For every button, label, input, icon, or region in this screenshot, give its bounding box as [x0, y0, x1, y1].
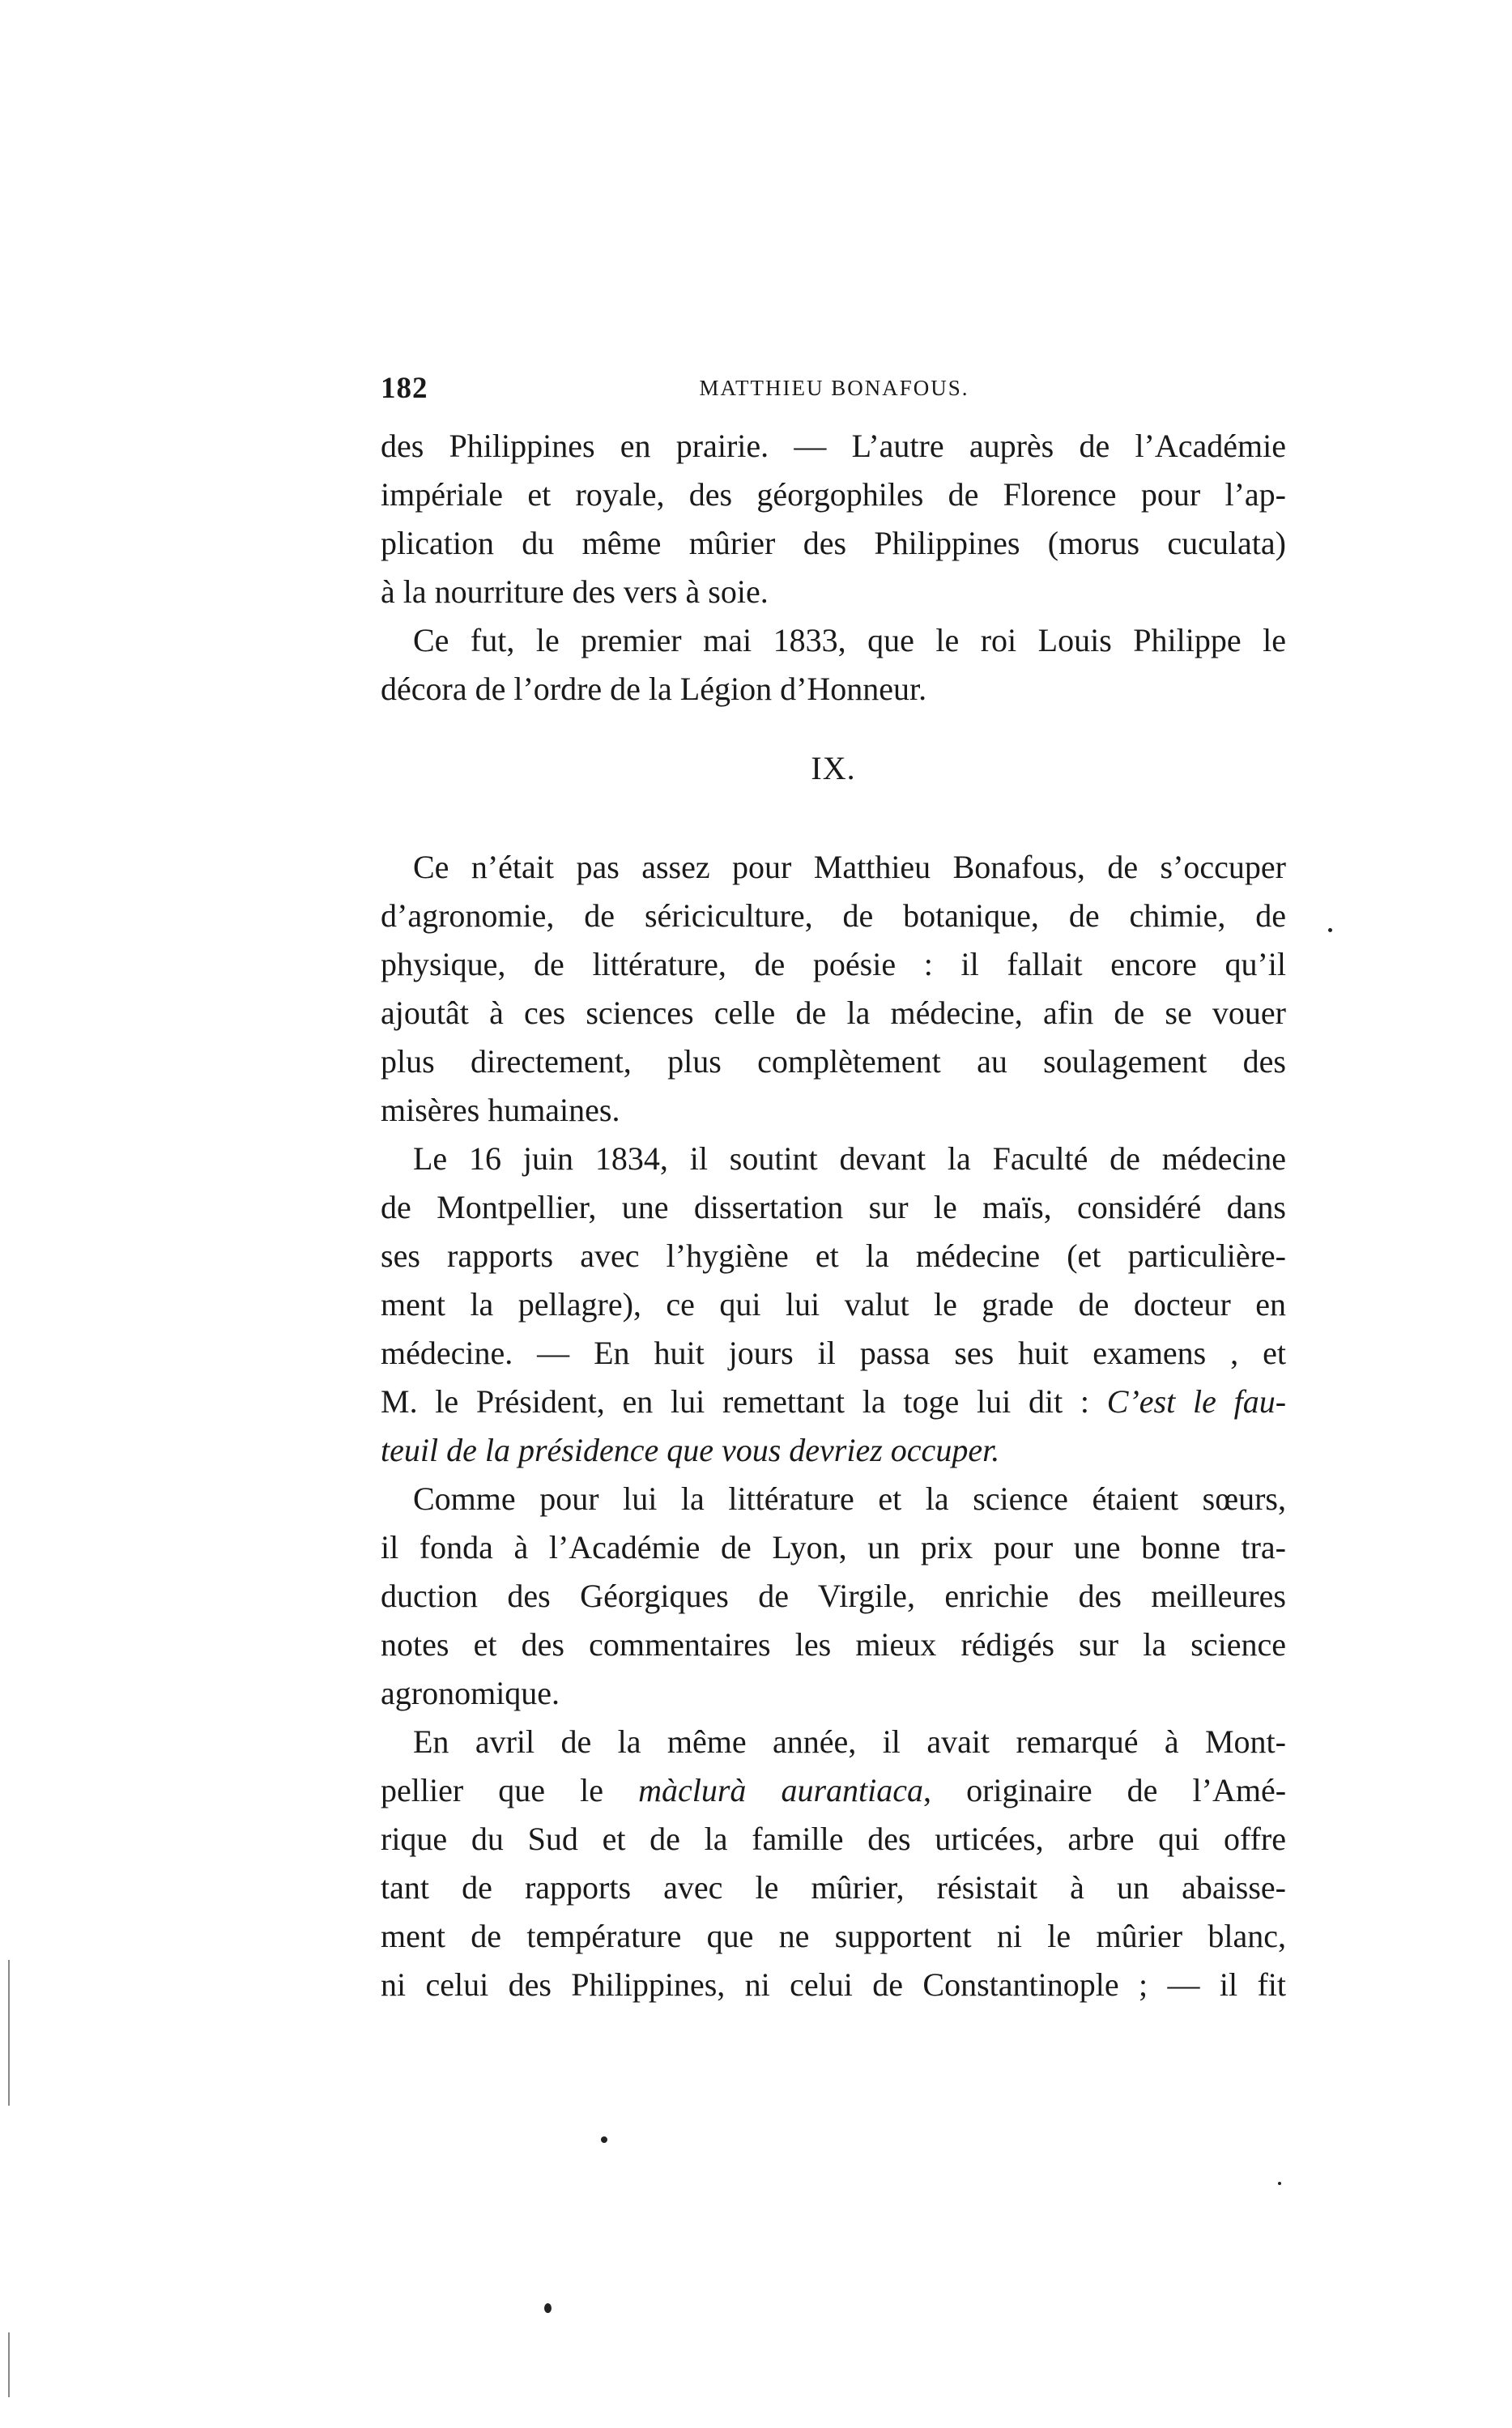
- text-line: Le 16 juin 1834, il soutint devant la Faculté de médecine: [413, 1140, 1286, 1177]
- text-line: [381, 1381, 1286, 1423]
- page-header: [381, 371, 1288, 411]
- text-line: il fonda à l’Académie de Lyon, un prix pour une bonne tra-: [381, 1529, 1286, 1565]
- text-line: Comme pour lui la littérature et la science étaient sœurs,: [413, 1480, 1286, 1517]
- text-line: d’agronomie, de sériciculture, de botanique, de chimie, de: [381, 897, 1286, 934]
- text-line: plication du même mûrier des Philippines (morus cuculata): [381, 525, 1286, 561]
- scan-speck: [1278, 2182, 1281, 2185]
- text-line: duction des Géorgiques de Virgile, enrichie des meilleures: [381, 1578, 1286, 1614]
- text-line: impériale et royale, des géorgophiles de Florence pour l’ap-: [381, 476, 1286, 513]
- text-span: M. le Président, en lui remettant la toge lui dit :: [381, 1383, 1090, 1420]
- text-line: tant de rapports avec le mûrier, résistait à un abaisse-: [381, 1869, 1286, 1906]
- scan-speck: [601, 2136, 607, 2143]
- scan-edge-line: [8, 2332, 10, 2397]
- text-line: physique, de littérature, de poésie : il fallait encore qu’il: [381, 946, 1286, 982]
- text-line: médecine. — En huit jours il passa ses huit examens , et: [381, 1335, 1286, 1371]
- text-line: à la nourriture des vers à soie.: [381, 573, 769, 610]
- italic-quote: teuil de la présidence que vous devriez occuper.: [381, 1432, 1000, 1468]
- text-line: ni celui des Philippines, ni celui de Constantinople ; — il fit: [381, 1966, 1286, 2003]
- scan-edge-line: [8, 1960, 10, 2106]
- italic-species: màclurà aurantiaca: [638, 1772, 924, 1808]
- text-line: Ce fut, le premier mai 1833, que le roi Louis Philippe le: [413, 622, 1286, 658]
- text-span: , originaire de l’Amé-: [923, 1772, 1287, 1808]
- text-line: notes et des commentaires les mieux rédigés sur la science: [381, 1626, 1286, 1663]
- text-line: [381, 1770, 1286, 1812]
- section-heading: IX.: [811, 750, 856, 786]
- text-line: [381, 1429, 1286, 1472]
- text-line: décora de l’ordre de la Légion d’Honneur.: [381, 671, 927, 707]
- text-line: des Philippines en prairie. — L’autre auprès de l’Académie: [381, 428, 1286, 464]
- text-span: pellier que le: [381, 1772, 603, 1808]
- text-line: de Montpellier, une dissertation sur le maïs, considéré dans: [381, 1189, 1286, 1225]
- text-line: agronomique.: [381, 1675, 560, 1711]
- text-line: misères humaines.: [381, 1092, 620, 1128]
- text-line: ment de température que ne supportent ni le mûrier blanc,: [381, 1918, 1286, 1954]
- text-line: En avril de la même année, il avait remarqué à Mont-: [413, 1723, 1286, 1760]
- text-line: Ce n’était pas assez pour Matthieu Bonafous, de s’occuper: [413, 849, 1286, 885]
- scan-speck: [1328, 928, 1332, 932]
- page-number: 182: [381, 372, 428, 405]
- text-line: ses rapports avec l’hygiène et la médecine (et particulière-: [381, 1237, 1286, 1274]
- italic-quote: C’est le fau-: [1106, 1383, 1287, 1420]
- text-line: plus directement, plus complètement au soulagement des: [381, 1043, 1286, 1080]
- text-line: ajoutât à ces sciences celle de la médecine, afin de se vouer: [381, 995, 1286, 1031]
- scan-speck: [544, 2303, 552, 2313]
- text-line: ment la pellagre), ce qui lui valut le grade de docteur en: [381, 1286, 1286, 1323]
- text-line: rique du Sud et de la famille des urticées, arbre qui offre: [381, 1821, 1286, 1857]
- running-head: MATTHIEU BONAFOUS.: [699, 376, 969, 400]
